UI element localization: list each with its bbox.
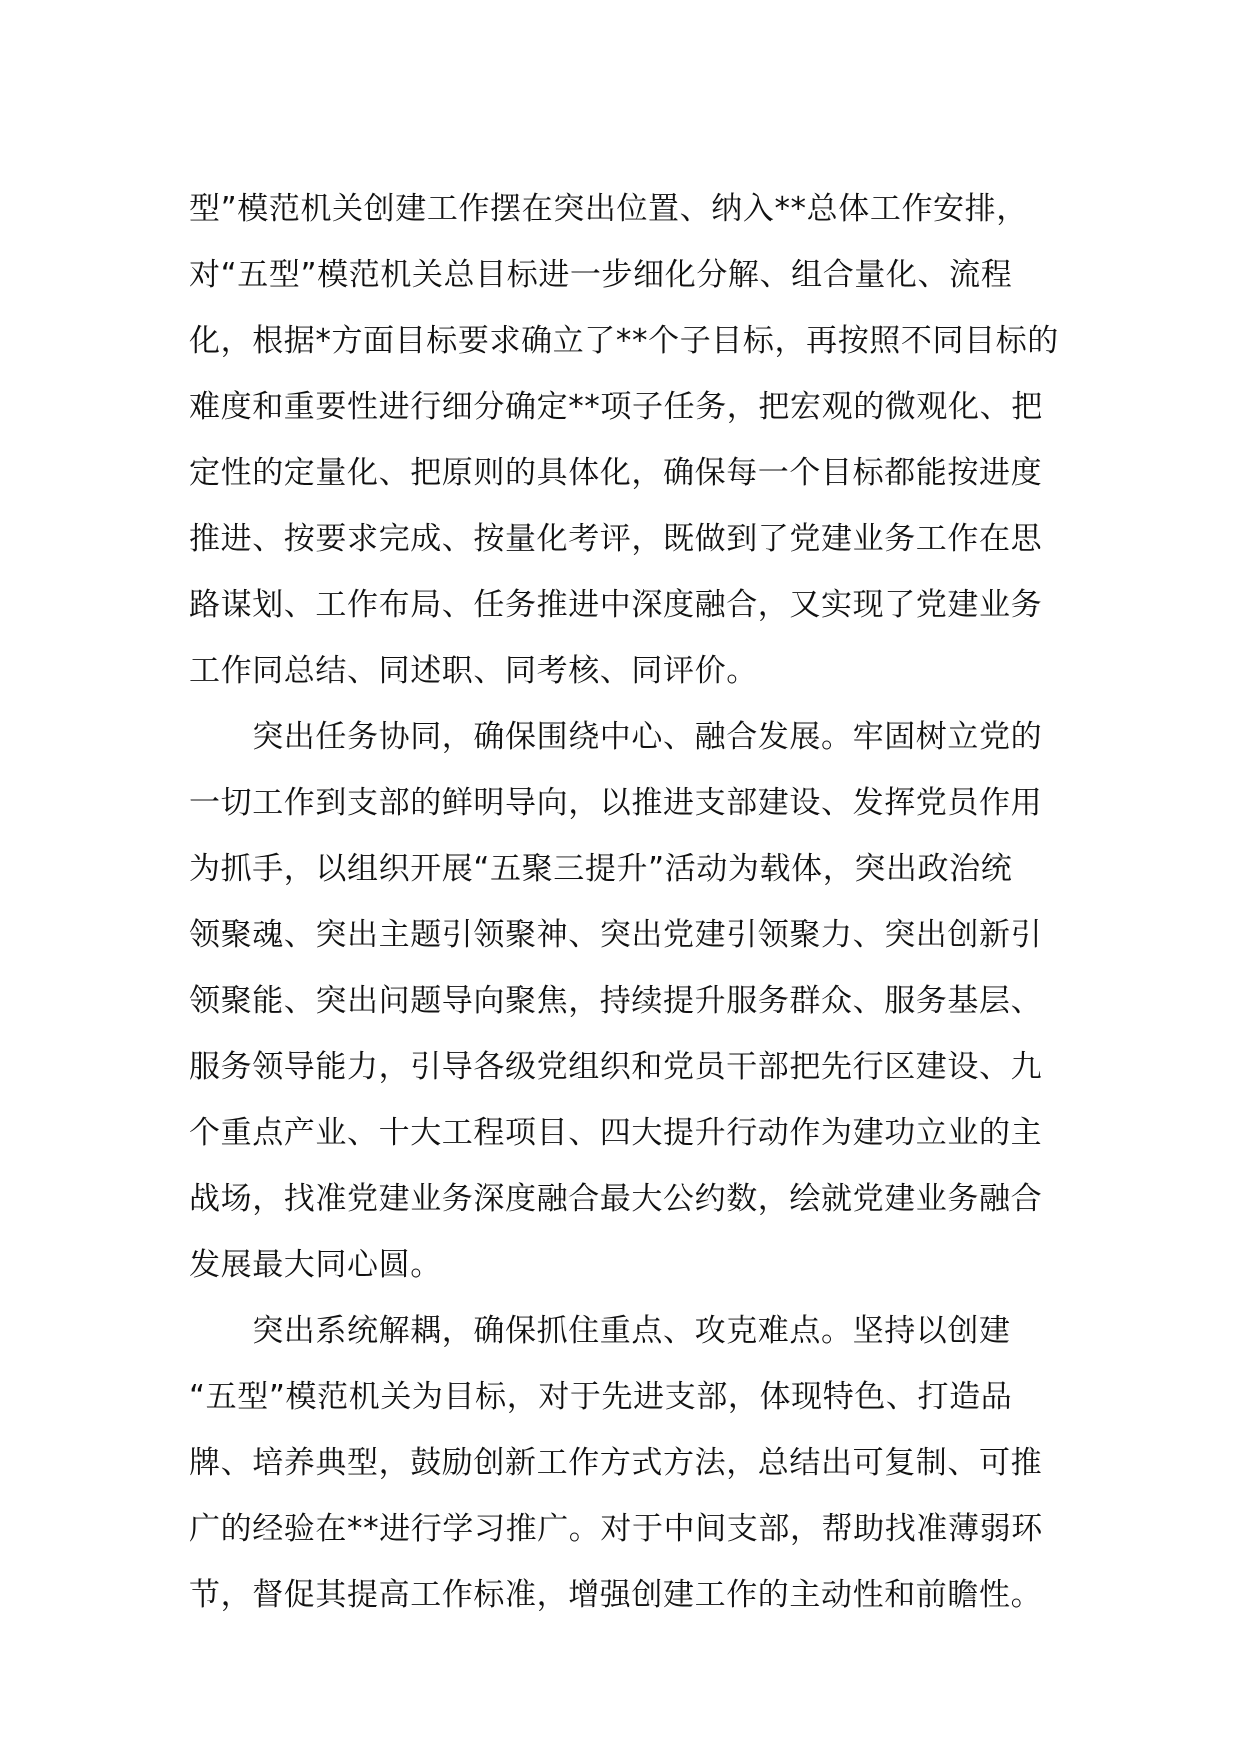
- text-line: 为抓手，以组织开展“五聚三提升”活动为载体，突出政治统: [189, 851, 1013, 887]
- text-line: 突出任务协同，确保围绕中心、融合发展。牢固树立党的: [189, 719, 1043, 755]
- text-line: 路谋划、工作布局、任务推进中深度融合，又实现了党建业务: [189, 587, 1043, 623]
- paragraph-2: [189, 704, 1057, 1298]
- text-line: 发展最大同心圆。: [189, 1247, 442, 1283]
- paragraph-1: [189, 176, 1057, 704]
- text-line: 战场，找准党建业务深度融合最大公约数，绘就党建业务融合: [189, 1181, 1043, 1217]
- text-line: 化，根据*方面目标要求确立了**个子目标，再按照不同目标的: [189, 323, 1059, 359]
- document-body: [189, 176, 1057, 1628]
- text-line: 对“五型”模范机关总目标进一步细化分解、组合量化、流程: [189, 257, 1013, 293]
- text-line: 难度和重要性进行细分确定**项子任务，把宏观的微观化、把: [189, 389, 1043, 425]
- text-line: 领聚能、突出问题导向聚焦，持续提升服务群众、服务基层、: [189, 983, 1043, 1019]
- paragraph-3: [189, 1298, 1057, 1628]
- text-line: 一切工作到支部的鲜明导向，以推进支部建设、发挥党员作用: [189, 785, 1043, 821]
- text-line: 牌、培养典型，鼓励创新工作方式方法，总结出可复制、可推: [189, 1445, 1043, 1481]
- text-line: 个重点产业、十大工程项目、四大提升行动作为建功立业的主: [189, 1115, 1043, 1151]
- text-line: 突出系统解耦，确保抓住重点、攻克难点。坚持以创建: [189, 1313, 1011, 1349]
- text-line: 领聚魂、突出主题引领聚神、突出党建引领聚力、突出创新引: [189, 917, 1043, 953]
- text-line: 推进、按要求完成、按量化考评，既做到了党建业务工作在思: [189, 521, 1043, 557]
- text-line: 型”模范机关创建工作摆在突出位置、纳入**总体工作安排，: [189, 191, 1028, 227]
- text-line: 定性的定量化、把原则的具体化，确保每一个目标都能按进度: [189, 455, 1043, 491]
- text-line: “五型”模范机关为目标，对于先进支部，体现特色、打造品: [189, 1379, 1013, 1415]
- text-line: 工作同总结、同述职、同考核、同评价。: [189, 653, 758, 689]
- text-line: 服务领导能力，引导各级党组织和党员干部把先行区建设、九: [189, 1049, 1043, 1085]
- text-line: 节，督促其提高工作标准，增强创建工作的主动性和前瞻性。: [189, 1577, 1043, 1613]
- text-line: 广的经验在**进行学习推广。对于中间支部，帮助找准薄弱环: [189, 1511, 1043, 1547]
